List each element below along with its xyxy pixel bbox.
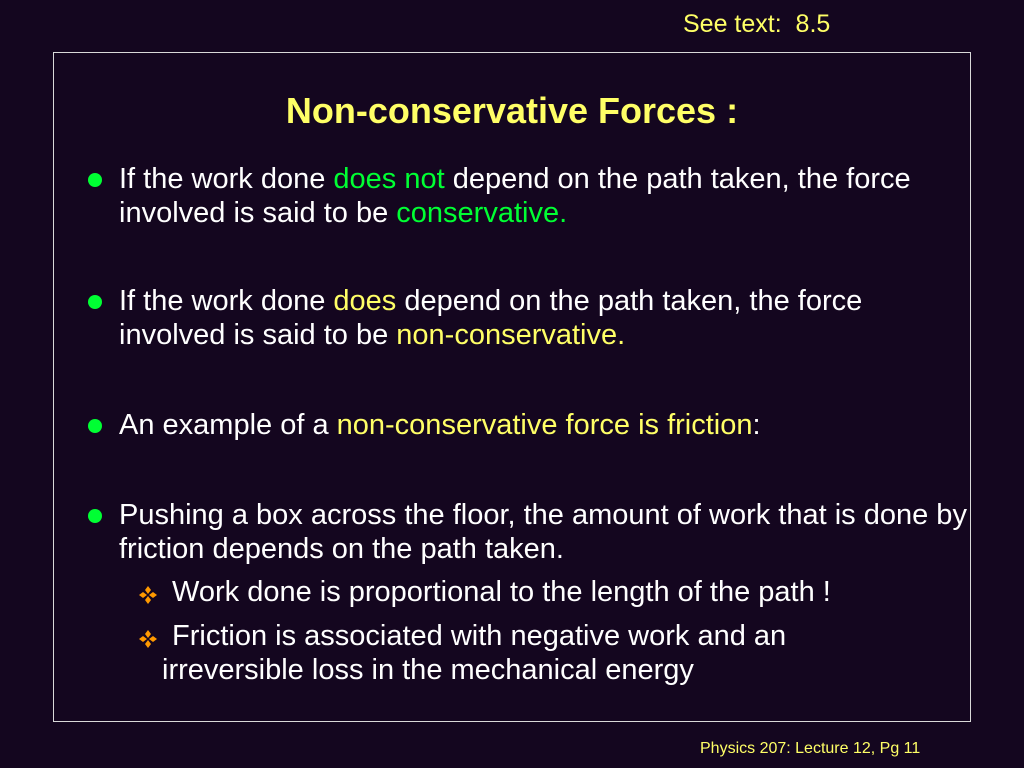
bullet-dot-icon: [88, 173, 102, 187]
sub-bullet-negative-work-line2: irreversible loss in the mechanical energy: [162, 654, 694, 686]
bullet-text: [119, 408, 969, 442]
bullet-text: Pushing a box across the floor, the amount of work that is done by friction depends on the path taken.: [119, 499, 967, 565]
highlight-does-not: does not: [333, 163, 445, 195]
bullet-dot-icon: [88, 509, 102, 523]
bullet-dot-icon: [88, 419, 102, 433]
slide-title: Non-conservative Forces :: [285, 90, 739, 131]
bullet-text-part: If the work done: [119, 163, 334, 195]
highlight-non-conservative: non-conservative.: [396, 319, 626, 351]
highlight-conservative: conservative.: [396, 197, 568, 229]
bullet-text-part: :: [752, 409, 761, 441]
sub-bullet-negative-work-line1: Friction is associated with negative work and an: [172, 620, 787, 652]
bullet-text: [119, 162, 969, 230]
bullet-text-part: depend on the path taken, the force involved is said to be: [119, 163, 911, 229]
highlight-friction: non-conservative force is friction: [336, 409, 753, 441]
slide-footer: Physics 207: Lecture 12, Pg 11: [700, 740, 921, 757]
sub-bullet-path-length: Work done is proportional to the length of the path !: [172, 576, 831, 608]
bullet-text-part: An example of a: [119, 409, 337, 441]
diamond-bullet-icon: [138, 585, 158, 605]
bullet-text-part: If the work done: [119, 285, 334, 317]
see-text-reference: See text: 8.5: [683, 10, 831, 38]
bullet-text: [119, 284, 969, 352]
bullet-dot-icon: [88, 295, 102, 309]
highlight-does: does: [333, 285, 397, 317]
diamond-bullet-icon: [138, 629, 158, 649]
bullet-text-part: depend on the path taken, the force involved is said to be: [119, 285, 863, 351]
